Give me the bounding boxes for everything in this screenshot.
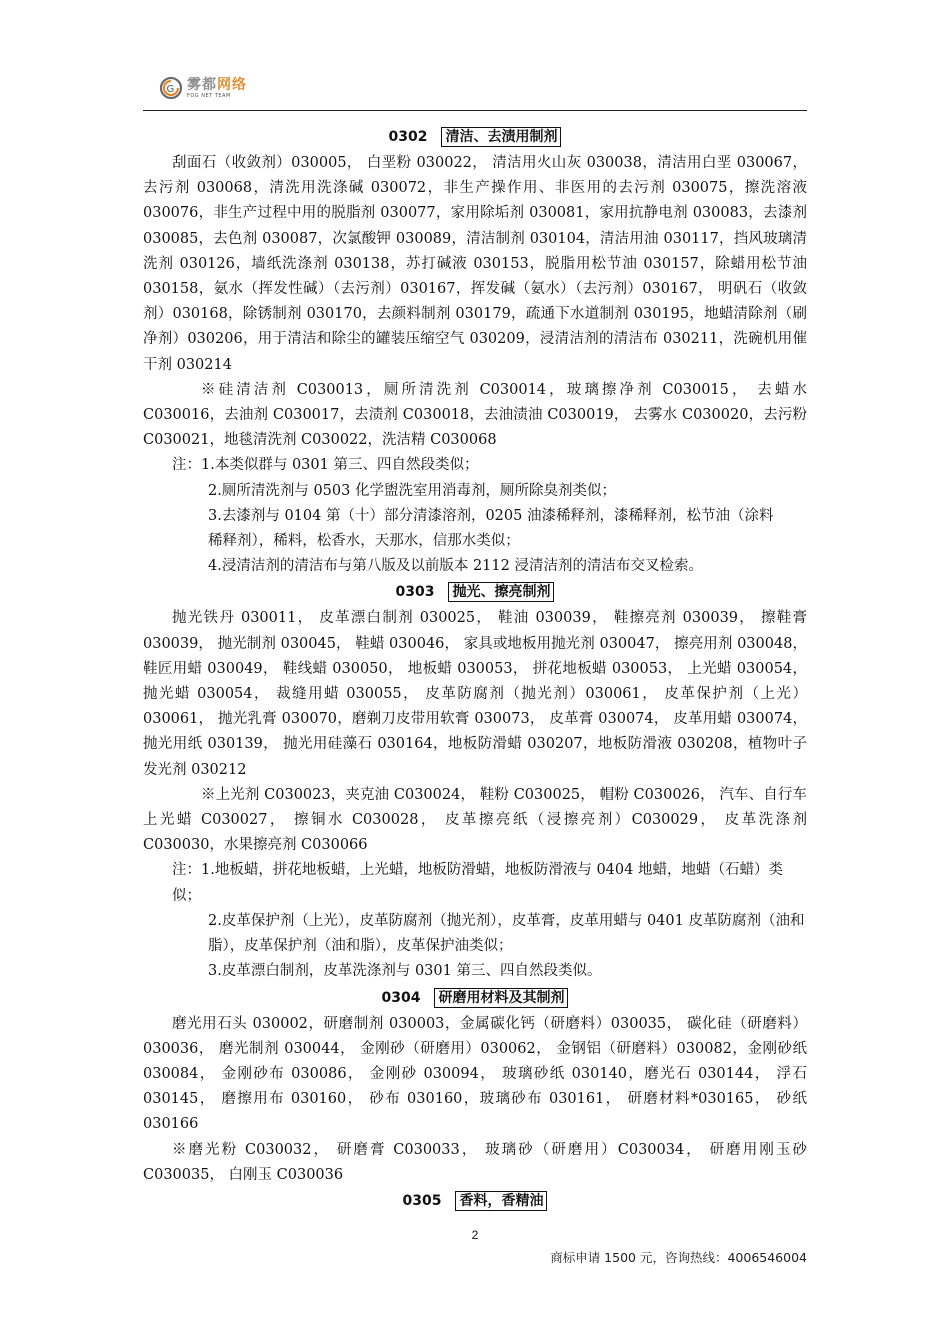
section-heading: 0305 香料，香精油 — [143, 1188, 807, 1215]
section-star-items: ※硅清洁剂 C030013，厕所清洗剂 C030014，玻璃擦净剂 C030015， 去蜡水 C030016，去油剂 C030017，去渍剂 C030018，去油渍油 C030019， 去雾水 C030020，去污粉 C030021，地毯清洗剂 C030022，洗洁精 C030068 — [143, 381, 807, 449]
section-star-items: ※上光剂 C030023，夹克油 C030024， 鞋粉 C030025， 帽粉 C030026， 汽车、自行车上光蜡 C030027， 擦铜水 C030028， 皮革擦亮纸（浸擦亮剂）C030029， 皮革洗涤剂 C030030，水果擦亮剂 C030066 — [143, 786, 807, 854]
section-heading: 0302 清洁、去渍用制剂 — [143, 124, 807, 151]
section-body: 磨光用石头 030002，研磨制剂 030003，金属碳化钙（研磨料）030035， 碳化硅（研磨料）030036， 磨光制剂 030044， 金刚砂（研磨用）030062， 金钢铝（研磨料）030082，金刚砂纸 030084， 金刚砂布 030086， 金刚砂 030094， 玻璃砂纸 030140，磨光石 030144， 浮石 030145， 磨擦用布 030160， 砂布 030160，玻璃砂布 030161， 研磨材料*030165， 砂纸 030166 — [143, 1015, 807, 1133]
section-heading: 0303 抛光、擦亮制剂 — [143, 579, 807, 606]
page-number: 2 — [471, 1228, 479, 1242]
logo-mark-icon — [159, 76, 183, 100]
section-star-items: ※磨光粉 C030032， 研磨膏 C030033， 玻璃砂（研磨用）C030034， 研磨用刚玉砂 C030035， 白刚玉 C030036 — [143, 1141, 807, 1183]
svg-text:G: G — [166, 84, 175, 95]
logo-tagline: FOG NET TEAM — [187, 92, 231, 99]
note-item: 3.皮革漂白制剂，皮革洗涤剂与 0301 第三、四自然段类似。 — [208, 963, 602, 980]
section-notes — [143, 453, 807, 579]
section-notes — [143, 858, 807, 984]
section-body: 刮面石（收敛剂）030005， 白垩粉 030022， 清洁用火山灰 030038，清洁用白垩 030067，去污剂 030068，清洗用洗涤碱 030072，非生产操作用、非医用的去污剂 030075，擦洗溶液 030076，非生产过程中用的脱脂剂 030077，家用除垢剂 030081，家用抗静电剂 030083，去漆剂 030085，去色剂 030087，次氯酸钾 030089，清洁制剂 030104，清洁用油 030117，挡风玻璃清洗剂 030126，墙纸洗涤剂 030138，苏打碱液 030153，脱脂用松节油 030157，除蜡用松节油 030158，氨水（挥发性碱）（去污剂）030167，挥发碱（氨水）（去污剂）030167， 明矾石（收敛剂）030168，除锈制剂 030170，去颜料制剂 030179，疏通下水道制剂 030195，地蜡清除剂（刷净剂）030206，用于清洁和除尘的罐装压缩空气 030209，浸清洁剂的清洁布 030211，洗碗机用催干剂 030214 — [143, 155, 807, 373]
note-item: 注：1.地板蜡，拼花地板蜡，上光蜡，地板防滑蜡，地板防滑液与 0404 地蜡，地蜡（石蜡）类似； — [172, 862, 783, 904]
note-item: 注：1.本类似群与 0301 第三、四自然段类似； — [172, 457, 479, 474]
document-body — [143, 124, 807, 1215]
note-item: 4.浸清洁剂的清洁布与第八版及以前版本 2112 浸清洁剂的清洁布交叉检索。 — [208, 558, 703, 575]
section-heading: 0304 研磨用材料及其制剂 — [143, 985, 807, 1012]
page-header — [143, 66, 807, 111]
note-item: 2.皮革保护剂（上光），皮革防腐剂（抛光剂），皮革膏，皮革用蜡与 0401 皮革防腐剂（油和脂），皮革保护剂（油和脂），皮革保护油类似； — [208, 912, 805, 955]
logo — [159, 76, 247, 100]
note-item: 3.去漆剂与 0104 第（十）部分清漆溶剂，0205 油漆稀释剂，漆稀释剂，松节油（涂料稀释剂），稀料，松香水，天那水，信那水类似； — [208, 507, 774, 550]
section-body: 抛光铁丹 030011， 皮革漂白制剂 030025， 鞋油 030039， 鞋擦亮剂 030039， 擦鞋膏 030039， 抛光制剂 030045， 鞋蜡 030046， 家具或地板用抛光剂 030047， 擦亮用剂 030048， 鞋匠用蜡 030049， 鞋线蜡 030050， 地板蜡 030053， 拼花地板蜡 030053， 上光蜡 030054， 抛光蜡 030054， 裁缝用蜡 030055， 皮革防腐剂（抛光剂）030061， 皮革保护剂（上光）030061， 抛光乳膏 030070，磨剃刀皮带用软膏 030073， 皮革膏 030074， 皮革用蜡 030074， 抛光用纸 030139， 抛光用硅藻石 030164，地板防滑蜡 030207，地板防滑液 030208，植物叶子发光剂 030212 — [143, 610, 807, 778]
footer-ad: 商标申请 1500 元，咨询热线：4006546004 — [550, 1250, 807, 1265]
logo-name: 雾都网络 — [187, 76, 247, 93]
note-item: 2.厕所清洗剂与 0503 化学盥洗室用消毒剂，厕所除臭剂类似； — [208, 482, 616, 499]
